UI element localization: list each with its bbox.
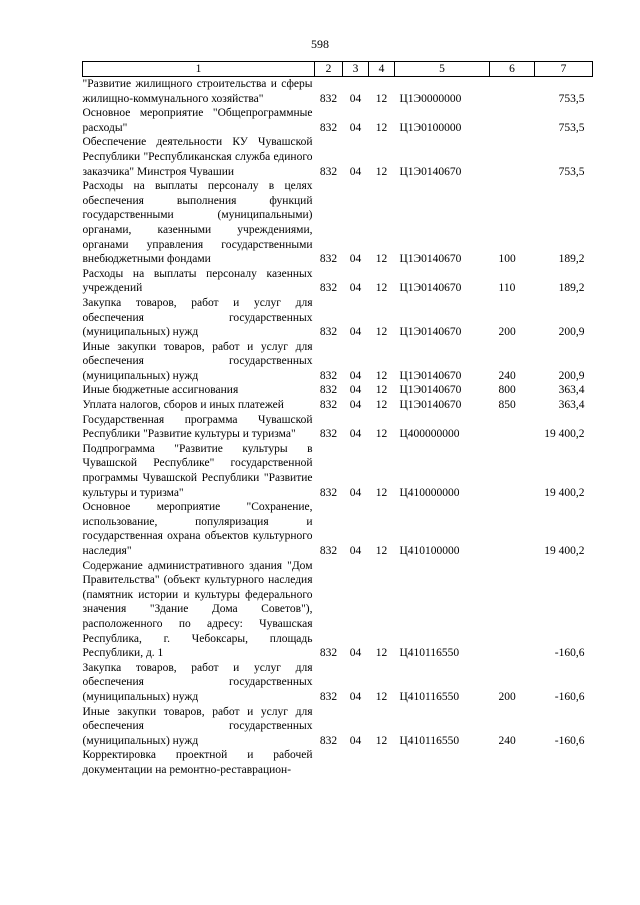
row-subsection-code: 12 [375, 428, 388, 441]
table-row [83, 135, 593, 179]
row-ministry-code: 832 [319, 690, 338, 703]
row-subsection-code: 12 [375, 384, 388, 397]
row-target-article: Ц1Э0140670 [399, 384, 462, 397]
row-expense-type [490, 106, 535, 135]
table-row [83, 383, 593, 398]
table-row [83, 340, 593, 384]
row-amount: -160,6 [554, 647, 585, 660]
row-target-article: Ц1Э0000000 [399, 92, 462, 105]
table-row [83, 296, 593, 340]
row-target-article: Ц1Э0140670 [399, 326, 462, 339]
page-number: 598 [311, 37, 329, 51]
row-target-article: Ц410100000 [399, 545, 460, 557]
row-section-code: 04 [349, 282, 362, 295]
row-subsection-code: 12 [375, 369, 388, 382]
table-row [83, 748, 593, 777]
row-name: Корректировка проектной и рабочей документации на ремонтно-реставрацион- [82, 749, 313, 776]
header-col-2: 2 [315, 62, 343, 77]
row-subsection-code: 12 [375, 121, 388, 134]
row-section-code: 04 [349, 690, 362, 703]
row-subsection-code: 12 [375, 647, 388, 660]
row-expense-type [490, 442, 535, 500]
row-expense-type: 240 [498, 369, 516, 382]
row-ministry-code: 832 [319, 545, 338, 557]
row-expense-type: 240 [498, 734, 516, 747]
row-name: Иные закупки товаров, работ и услуг для обеспечения государственных (муниципальных) нужд [82, 340, 313, 382]
row-subsection-code: 12 [375, 545, 388, 557]
row-section-code: 04 [349, 369, 362, 382]
row-subsection-code: 12 [375, 282, 388, 295]
row-section-code: 04 [349, 326, 362, 339]
row-section-code: 04 [349, 486, 362, 499]
row-subsection-code: 12 [375, 399, 388, 412]
row-subsection-code: 12 [375, 253, 388, 266]
header-col-4: 4 [369, 62, 395, 77]
row-name: Содержание административного здания "Дом Правительства" (объект культурного наследия (памятник истории и культуры федерального значения "Здание Дома Советов"), расположенного по адресу: Чувашская Республика, г. Чебоксары, площадь Республики, д. 1 [82, 559, 313, 660]
row-expense-type: 850 [498, 399, 516, 412]
table-row [83, 661, 593, 705]
row-section-code: 04 [349, 647, 362, 660]
row-section-code: 04 [349, 92, 362, 105]
row-ministry-code: 832 [319, 399, 338, 412]
header-col-1: 1 [83, 62, 315, 77]
row-subsection-code: 12 [375, 486, 388, 499]
row-subsection-code: 12 [375, 326, 388, 339]
row-ministry-code: 832 [319, 428, 338, 441]
row-expense-type [490, 77, 535, 107]
row-amount: 753,5 [558, 92, 585, 105]
row-section-code: 04 [349, 428, 362, 441]
row-target-article: Ц1Э0140670 [399, 165, 462, 178]
row-name: Иные закупки товаров, работ и услуг для обеспечения государственных (муниципальных) нужд [82, 705, 313, 747]
row-ministry-code: 832 [319, 282, 338, 295]
row-target-article [395, 748, 490, 777]
header-col-5: 5 [395, 62, 490, 77]
row-name: Подпрограмма "Развитие культуры в Чувашской Республике" государственной программы Чувашской Республики "Развитие культуры и туризма" [82, 442, 313, 499]
table-row [83, 267, 593, 296]
row-ministry-code [315, 748, 343, 777]
row-amount: 363,4 [558, 399, 585, 412]
row-expense-type [490, 135, 535, 179]
row-subsection-code: 12 [375, 690, 388, 703]
row-amount: 189,2 [558, 282, 585, 295]
row-subsection-code: 12 [375, 92, 388, 105]
row-ministry-code: 832 [319, 165, 338, 178]
row-name: Основное мероприятие "Общепрограммные расходы" [82, 107, 313, 134]
row-name: Обеспечение деятельности КУ Чувашской Республики "Республиканская служба единого заказчика" Минстроя Чувашии [82, 136, 313, 178]
row-name: Закупка товаров, работ и услуг для обеспечения государственных (муниципальных) нужд [82, 661, 313, 703]
row-expense-type [490, 748, 535, 777]
row-amount: 189,2 [558, 253, 585, 266]
table-row [83, 413, 593, 442]
row-section-code: 04 [349, 165, 362, 178]
row-section-code: 04 [349, 121, 362, 134]
table-row [83, 106, 593, 135]
table-header [83, 62, 593, 77]
row-amount: 200,9 [558, 326, 585, 339]
row-target-article: Ц410116550 [399, 734, 460, 747]
row-target-article: Ц1Э0140670 [399, 399, 462, 412]
row-amount: 753,5 [558, 165, 585, 178]
row-amount: 200,9 [558, 369, 585, 382]
table-row [83, 179, 593, 267]
row-name: Государственная программа Чувашской Республики "Развитие культуры и туризма" [82, 413, 313, 441]
row-target-article: Ц410116550 [399, 690, 460, 703]
row-ministry-code: 832 [319, 369, 338, 382]
row-name: Расходы на выплаты персоналу казенных учреждений [82, 267, 313, 295]
table-row [83, 398, 593, 413]
header-col-7: 7 [535, 62, 593, 77]
table-row [83, 559, 593, 661]
row-name: Расходы на выплаты персоналу в целях обеспечения выполнения функций государственными (муниципальными) органами, казенными учреждениями, органами управления государственными внебюджетными фондами [82, 180, 313, 266]
row-section-code: 04 [349, 545, 362, 557]
row-expense-type: 200 [498, 326, 516, 339]
row-target-article: Ц410116550 [399, 647, 460, 660]
row-target-article: Ц1Э0140670 [399, 282, 462, 295]
row-ministry-code: 832 [319, 253, 338, 266]
row-amount: 363,4 [558, 384, 585, 397]
row-target-article: Ц1Э0140670 [399, 369, 462, 382]
row-target-article: Ц410000000 [399, 486, 460, 499]
row-expense-type: 100 [498, 253, 516, 266]
row-ministry-code: 832 [319, 734, 338, 747]
row-target-article: Ц1Э0140670 [399, 253, 462, 266]
row-subsection-code [369, 748, 395, 777]
row-name: Уплата налогов, сборов и иных платежей [82, 399, 284, 412]
row-ministry-code: 832 [319, 326, 338, 339]
row-name: Основное мероприятие "Сохранение, использование, популяризация и государственная охрана объектов культурного наследия" [82, 501, 313, 557]
row-ministry-code: 832 [319, 384, 338, 397]
row-subsection-code: 12 [375, 734, 388, 747]
row-amount: -160,6 [554, 734, 585, 747]
table-row [83, 77, 593, 107]
row-expense-type: 800 [498, 384, 516, 397]
row-amount: 19 400,2 [544, 428, 585, 441]
table-row [83, 500, 593, 558]
row-ministry-code: 832 [319, 486, 338, 499]
row-amount: 19 400,2 [544, 486, 585, 499]
row-expense-type: 110 [498, 282, 516, 295]
row-expense-type [490, 500, 535, 558]
row-name: Закупка товаров, работ и услуг для обеспечения государственных (муниципальных) нужд [82, 296, 313, 339]
row-expense-type [490, 559, 535, 661]
table-row [83, 705, 593, 749]
row-ministry-code: 832 [319, 121, 338, 134]
header-col-3: 3 [343, 62, 369, 77]
row-ministry-code: 832 [319, 92, 338, 105]
table-body [83, 77, 593, 778]
row-section-code [343, 748, 369, 777]
table-row [83, 442, 593, 500]
row-target-article: Ц400000000 [399, 428, 460, 441]
row-section-code: 04 [349, 399, 362, 412]
row-target-article: Ц1Э0100000 [399, 121, 462, 134]
row-subsection-code: 12 [375, 165, 388, 178]
row-section-code: 04 [349, 384, 362, 397]
row-amount [535, 748, 593, 777]
row-expense-type: 200 [498, 690, 516, 703]
row-ministry-code: 832 [319, 647, 338, 660]
row-name: "Развитие жилищного строительства и сферы жилищно-коммунального хозяйства" [82, 78, 313, 105]
header-col-6: 6 [490, 62, 535, 77]
row-expense-type [490, 413, 535, 442]
budget-table [82, 61, 593, 778]
row-amount: -160,6 [554, 690, 585, 703]
row-section-code: 04 [349, 734, 362, 747]
row-amount: 753,5 [558, 121, 585, 134]
row-name: Иные бюджетные ассигнования [82, 384, 239, 397]
row-amount: 19 400,2 [544, 545, 585, 557]
row-section-code: 04 [349, 253, 362, 266]
